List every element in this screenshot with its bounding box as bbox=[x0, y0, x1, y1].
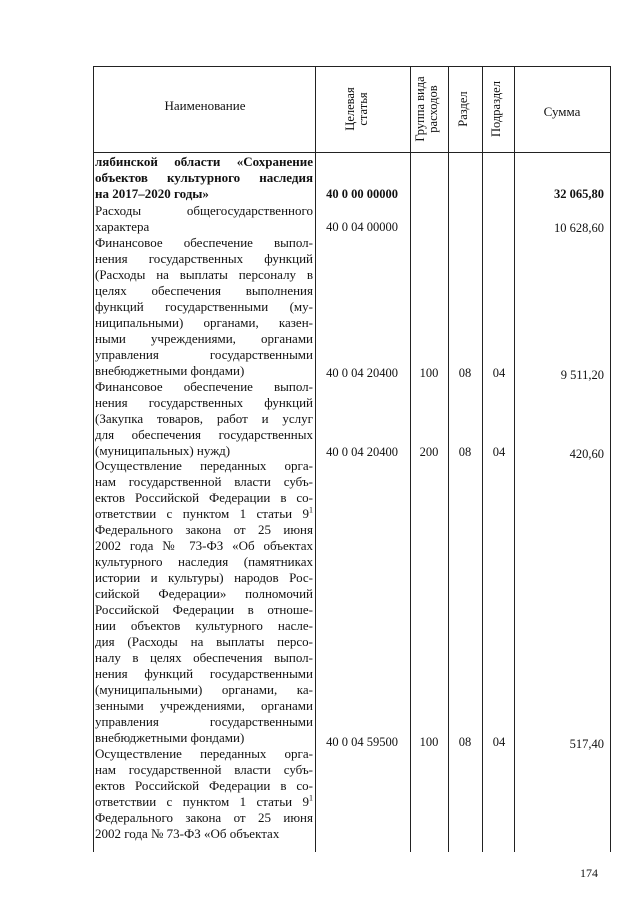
col-divider-group bbox=[448, 66, 449, 852]
row-target-code: 40 0 04 00000 bbox=[326, 220, 398, 234]
name-line: Федерального закона от 25 июня bbox=[95, 522, 313, 537]
page-number: 174 bbox=[580, 866, 598, 880]
header-target: Целевая статья bbox=[343, 87, 370, 131]
row-sum: 32 065,80 bbox=[554, 187, 604, 201]
name-line: нам государственной власти субъ- bbox=[95, 762, 313, 777]
name-line: (муниципальных) нужд) bbox=[95, 443, 231, 458]
name-line: ектов Российской Федерации в со- bbox=[95, 490, 313, 505]
header-group: Группа вида расходов bbox=[413, 76, 440, 142]
superscript: 1 bbox=[309, 793, 313, 803]
name-line: внебюджетными фондами) bbox=[95, 730, 245, 745]
row-sum: 9 511,20 bbox=[560, 368, 604, 382]
row-target-code: 40 0 04 59500 bbox=[326, 735, 398, 749]
name-line: Осуществление переданных орга- bbox=[95, 746, 313, 761]
name-line: ниципальными) органами, казен- bbox=[95, 315, 313, 330]
name-line: зенными учреждениями, органами bbox=[95, 698, 313, 713]
row-group: 100 bbox=[419, 735, 439, 749]
name-line: управления государственными bbox=[95, 714, 313, 729]
header-section: Раздел bbox=[456, 91, 470, 127]
col-divider-code bbox=[410, 66, 411, 852]
row-name bbox=[95, 379, 313, 459]
row-section: 08 bbox=[458, 366, 472, 380]
header-sum: Сумма bbox=[543, 104, 581, 119]
name-line: (муниципальными) органами, ка- bbox=[95, 682, 313, 697]
row-sum: 10 628,60 bbox=[554, 221, 604, 235]
row-target-code: 40 0 04 20400 bbox=[326, 445, 398, 459]
name-line: дия (Расходы на выплаты персо- bbox=[95, 634, 313, 649]
col-divider-name bbox=[315, 66, 316, 852]
name-line: Осуществление переданных орга- bbox=[95, 458, 313, 473]
row-group: 100 bbox=[419, 366, 439, 380]
row-sum: 420,60 bbox=[569, 447, 604, 461]
name-line: нии объектов культурного насле- bbox=[95, 618, 313, 633]
name-line: (Закупка товаров, работ и услуг bbox=[95, 411, 313, 426]
name-line: (Расходы на выплаты персоналу в bbox=[95, 267, 313, 282]
name-line: Финансовое обеспечение выпол- bbox=[95, 235, 313, 250]
row-subsection: 04 bbox=[492, 735, 506, 749]
name-line: сийской Федерации» полномочий bbox=[95, 586, 313, 601]
name-line: внебюджетными фондами) bbox=[95, 363, 245, 378]
name-line: культурного наследия (памятниках bbox=[95, 554, 313, 569]
table-right-border bbox=[610, 66, 611, 852]
name-line: лябинской области «Сохранение bbox=[95, 154, 313, 169]
row-section: 08 bbox=[458, 735, 472, 749]
table-left-border bbox=[93, 66, 94, 852]
name-line: ектов Российской Федерации в со- bbox=[95, 778, 313, 793]
row-name bbox=[95, 458, 313, 746]
col-divider-section bbox=[482, 66, 483, 852]
name-line: ными учреждениями, органами bbox=[95, 331, 313, 346]
name-line: нам государственной власти субъ- bbox=[95, 474, 313, 489]
name-line: нения функций государственными bbox=[95, 666, 313, 681]
header-name: Наименование bbox=[164, 98, 246, 113]
name-line: ответствии с пунктом 1 статьи $9^1$ bbox=[95, 505, 313, 521]
row-name bbox=[95, 203, 313, 235]
name-line: управления государственными bbox=[95, 347, 313, 362]
row-sum: 517,40 bbox=[569, 737, 604, 751]
name-line: ответствии с пунктом 1 статьи $9^1$ bbox=[95, 793, 313, 809]
name-line: 2002 года № 73-ФЗ «Об объектах bbox=[95, 826, 280, 841]
col-divider-subsection bbox=[514, 66, 515, 852]
superscript: 1 bbox=[309, 505, 313, 515]
row-subsection: 04 bbox=[492, 445, 506, 459]
name-line: Расходы общегосударственного bbox=[95, 203, 313, 218]
name-line: целях обеспечения выполнения bbox=[95, 283, 313, 298]
name-line: Финансовое обеспечение выпол- bbox=[95, 379, 313, 394]
name-line: нения государственных функций bbox=[95, 395, 313, 410]
name-line: истории и культуры) народов Рос- bbox=[95, 570, 313, 585]
row-name bbox=[95, 235, 313, 379]
row-subsection: 04 bbox=[492, 366, 506, 380]
name-line: Российской Федерации в отноше- bbox=[95, 602, 313, 617]
name-line: нения государственных функций bbox=[95, 251, 313, 266]
name-line: характера bbox=[95, 219, 150, 234]
row-name bbox=[95, 746, 313, 842]
row-group: 200 bbox=[419, 445, 439, 459]
row-name bbox=[95, 154, 313, 202]
header-subsection: Подраздел bbox=[489, 81, 503, 137]
name-line: 2002 года № 73-ФЗ «Об объектах bbox=[95, 538, 313, 553]
name-line: функций государственными (му- bbox=[95, 299, 313, 314]
name-line: на 2017–2020 годы» bbox=[95, 186, 209, 201]
name-line: Федерального закона от 25 июня bbox=[95, 810, 313, 825]
row-section: 08 bbox=[458, 445, 472, 459]
name-line: налу в целях обеспечения выпол- bbox=[95, 650, 313, 665]
name-line: объектов культурного наследия bbox=[95, 170, 313, 185]
name-line: для обеспечения государственных bbox=[95, 427, 313, 442]
row-target-code: 40 0 04 20400 bbox=[326, 366, 398, 380]
row-target-code: 40 0 00 00000 bbox=[326, 187, 398, 201]
